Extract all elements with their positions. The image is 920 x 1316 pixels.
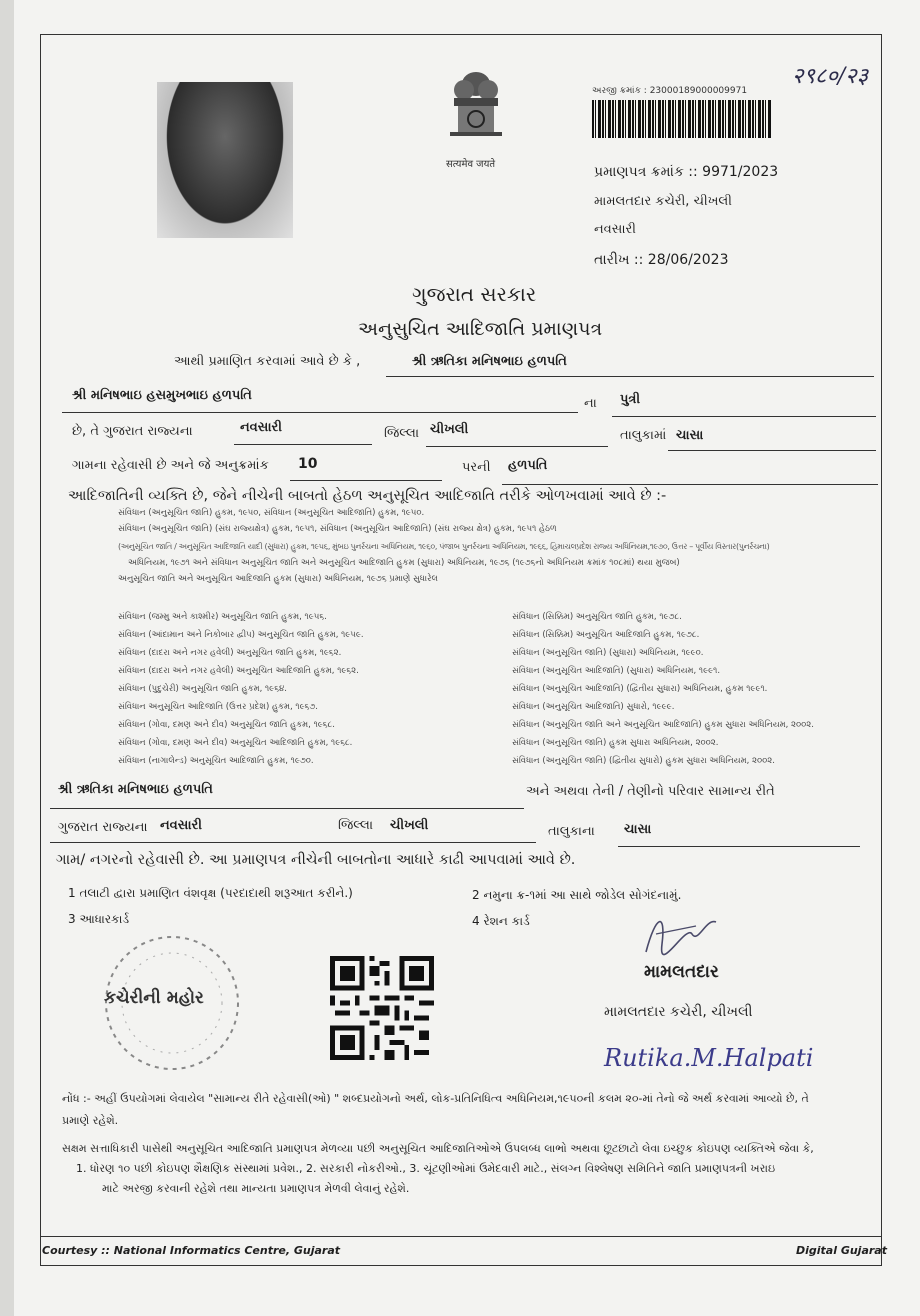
courtesy-text: Courtesy :: National Informatics Centre, Gujarat xyxy=(42,1244,341,1257)
applicant-name: શ્રી ઋતિકા મનિષભાઇ હળપતિ xyxy=(412,354,567,369)
order-line: અનુસૂચિત જાતિ અને અનુસૂચિત આદિજાતિ હુકમ (સુધારા) અધિનિયમ, ૧૯૭૬ પ્રમાણે સુધારેલ xyxy=(118,574,438,584)
applicant-name-repeat: શ્રી ઋતિકા મનિષભાઇ હળપતિ xyxy=(58,782,213,797)
underline xyxy=(612,416,876,417)
underline xyxy=(50,842,536,843)
document-item: 4 રેશન કાર્ડ xyxy=(472,914,530,928)
underline xyxy=(386,376,874,377)
village-text: ગામ/ નગરનો રહેવાસી છે. આ પ્રમાણપત્ર નીચેની બાબતોના આધારે કાઢી આપવામાં આવે છે. xyxy=(56,852,576,868)
order-item: સંવિધાન (ગોવા, દમણ અને દીવ) અનુસૂચિત આદિજાતિ હુકમ, ૧૯૬૮. xyxy=(118,738,353,748)
relation: પુત્રી xyxy=(620,392,641,407)
certify-text: આથી પ્રમાણિત કરવામાં આવે છે કે , xyxy=(174,354,361,369)
order-line: (અનુસૂચિત જાતિ / અનુસૂચિત આદિજાતિ યાદી (સુધારા) હુકમ, ૧૯૫૬, મુંબઇ પુનર્રચના અધિનિયમ, ૧૯૬૦, પંજાબ પુનર્રચના અધિનિયમ, ૧૯૬૬, હિમાચલપ્રદેશ રાજ્ય અધિનિયમ,૧૯૭૦, ઉત્તર – પૂર્વીય વિસ્તાર(પુનર્રચના) xyxy=(118,542,770,551)
note-line: પ્રમાણે રહેશે. xyxy=(62,1114,119,1127)
order-item: સંવિધાન (દાદરા અને નગર હવેલી) અનુસૂચિત જાતિ હુકમ, ૧૯૬૨. xyxy=(118,648,342,658)
applicant-photo xyxy=(157,82,293,238)
father-name: શ્રી મનિષભાઇ હસમુખભાઇ હળપતિ xyxy=(72,388,252,403)
advice-line: 1. ધોરણ ૧૦ પછી કોઇપણ શૈક્ષણિક સંસ્થામાં પ્રવેશ., 2. સરકારી નોકરીઓ., 3. ચૂંટણીઓમાં ઉમેદવારી માટે., સંલગ્ન વિશ્લેષણ સમિતિને જાતિ પ્રમાણપત્રની ખરાઇ xyxy=(76,1162,776,1175)
state-label: છે, તે ગુજરાત રાજ્યના xyxy=(72,424,193,439)
order-item: સંવિધાન (દાદરા અને નગર હવેલી) અનુસૂચિત આદિજાતિ હુકમ, ૧૯૬૨. xyxy=(118,666,359,676)
order-item: સંવિધાન (જમ્મુ અને કાશ્મીર) અનુસૂચિત જાતિ હુકમ, ૧૯૫૬. xyxy=(118,612,327,622)
footer-divider xyxy=(40,1236,882,1237)
caste-value: હળપતિ xyxy=(508,458,548,473)
signatory-designation: મામલતદાર xyxy=(644,962,719,982)
qr-code-icon xyxy=(330,950,434,1066)
par-label: પરની xyxy=(462,460,491,475)
underline xyxy=(290,480,442,481)
order-item: સંવિધાન (આંદામાન અને નિકોબાર દ્વીપ) અનુસૂચિત જાતિ હુકમ, ૧૯૫૯. xyxy=(118,630,364,640)
order-item: સંવિધાન (અનુસૂચિત જાતિ) (સુધારા) અધિનિયમ, ૧૯૯૦. xyxy=(512,648,704,658)
certificate-number: પ્રમાણપત્ર ક્રમાંક :: 9971/2023 xyxy=(594,164,779,180)
order-item: સંવિધાન અનુસૂચિત આદિજાતિ (ઉત્તર પ્રદેશ) હુકમ, ૧૯૬૭. xyxy=(118,702,319,712)
handwritten-name: Rutika.M.Halpati xyxy=(604,1044,814,1072)
village-value: ચાસા xyxy=(676,428,704,443)
underline xyxy=(426,446,608,447)
signature-icon xyxy=(636,904,722,964)
state-label-2: ગુજરાત રાજ્યના xyxy=(58,820,148,835)
order-item: સંવિધાન (પુદુચેરી) અનુસૂચિત જાતિ હુકમ, ૧૯૬૪. xyxy=(118,684,287,694)
order-item: સંવિધાન (અનુસૂચિત આદિજાતિ) (સુધારા) અધિનિયમ, ૧૯૯૧. xyxy=(512,666,721,676)
taluka-value: ચીખલી xyxy=(430,422,469,437)
document-item: 1 તલાટી દ્વારા પ્રમાણિત વંશવૃક્ષ (પરદાદાથી શરૂઆત કરીને.) xyxy=(68,886,353,900)
order-item: સંવિધાન (સિક્કિમ) અનુસૂચિત જાતિ હુકમ, ૧૯૭૮. xyxy=(512,612,682,622)
document-item: 2 નમુના ક્ર-૧માં આ સાથે જોડેલ સોગંદનામું. xyxy=(472,888,682,902)
taluka-value-2: ચીખલી xyxy=(390,818,429,833)
resident-label: ગામના રહેવાસી છે અને જે અનુક્રમાંક xyxy=(72,458,269,473)
district-value-2: નવસારી xyxy=(160,818,202,833)
underline xyxy=(618,846,860,847)
order-item: સંવિધાન (અનુસૂચિત આદિજાતિ) (દ્વિતીય સુધારા) અધિનિયમ, હુકમ ૧૯૯૧. xyxy=(512,684,768,694)
underline xyxy=(668,450,876,451)
village-value-2: ચાસા xyxy=(624,822,652,837)
order-item: સંવિધાન (અનુસૂચિત આદિજાતિ) સુધારો, ૧૯૯૯. xyxy=(512,702,675,712)
issuing-district: નવસારી xyxy=(594,222,636,237)
family-text: અને અથવા તેની / તેણીનો પરિવાર સામાન્ય રીતે xyxy=(526,784,775,799)
taluka-label: તાલુકામાં xyxy=(620,428,667,443)
order-item: સંવિધાન (અનુસૂચિત જાતિ) હુકમ સુધારા અધિનિયમ, ૨૦૦૨. xyxy=(512,738,719,748)
issue-date: તારીખ :: 28/06/2023 xyxy=(594,252,729,268)
advice-line: માટે અરજી કરવાની રહેશે તથા માન્યતા પ્રમાણપત્ર મેળવી લેવાનું રહેશે. xyxy=(102,1182,410,1195)
district-value: નવસારી xyxy=(240,420,282,435)
application-number: અરજી ક્રમાંક : 23000189000009971 xyxy=(592,86,748,96)
serial-number: 10 xyxy=(298,456,318,472)
issuing-office: મામલતદાર કચેરી, ચીખલી xyxy=(594,194,732,209)
order-item: સંવિધાન (અનુસૂચિત જાતિ) (દ્વિતીય સુધારો) હુકમ સુધારા અધિનિયમ, ૨૦૦૨. xyxy=(512,756,775,766)
government-title: ગુજરાત સરકાર xyxy=(412,282,537,306)
order-item: સંવિધાન (ગોવા, દમણ અને દીવ) અનુસૂચિત જાતિ હુકમ, ૧૯૬૮. xyxy=(118,720,335,730)
na-text: ના xyxy=(584,396,597,411)
handwritten-reference: २९८०/२३ xyxy=(792,64,869,89)
tribe-statement: આદિજાતિની વ્યક્તિ છે, જેને નીચેની બાબતો હેઠળ અનુસૂચિત આદિજાતિ તરીકે ઓળખવામાં આવે છે :- xyxy=(68,488,667,504)
underline xyxy=(50,808,524,809)
national-emblem-icon xyxy=(440,64,512,154)
order-item: સંવિધાન (સિક્કિમ) અનુસૂચિત આદિજાતિ હુકમ, ૧૯૭૮. xyxy=(512,630,700,640)
underline xyxy=(62,412,578,413)
advice-line: સક્ષમ સત્તાધિકારી પાસેથી અનુસૂચિત આદિજાતિ પ્રમાણપત્ર મેળવ્યા પછી અનુસૂચિત આદિજાતિઓએ ઉપલબ્ધ લાભો અથવા છૂટછાટો લેવા ઇચ્છુક કોઇપણ વ્યક્તિએ જેવા કે, xyxy=(62,1142,814,1155)
underline xyxy=(502,484,878,485)
signatory-office: મામલતદાર કચેરી, ચીખલી xyxy=(604,1004,753,1020)
order-item: સંવિધાન (નાગાલેન્ડ) અનુસૂચિત આદિજાતિ હુકમ, ૧૯૭૦. xyxy=(118,756,314,766)
emblem-motto: सत्यमेव जयते xyxy=(446,159,496,170)
order-item: સંવિધાન (અનુસૂચિત જાતિ અને અનુસૂચિત આદિજાતિ) હુકમ સુધારા અધિનિયમ, ૨૦૦૨. xyxy=(512,720,814,730)
order-line: અધિનિયમ, ૧૯૭૧ અને સંવિધાન અનુસૂચિત જાતિ અને અનુસૂચિત આદિજાતિ હુકમ (સુધારા) અધિનિયમ, ૧૯૭૬ (૧૯૭૬નો અધિનિયમ ક્રમાંક ૧૦૮માં) થયા મુજબ) xyxy=(128,558,680,568)
district-label-2: જિલ્લા xyxy=(338,818,374,833)
note-line: નોંધ :- અહીં ઉપયોગમાં લેવાયેલ "સામાન્ય રીતે રહેવાસી(ઓ) " શબ્દપ્રયોગનો અર્થ, લોક-પ્રતિનિધિત્વ અધિનિયમ,૧૯૫૦ની કલમ ૨૦-માં તેનો જે અર્થ કરવામાં આવ્યો છે, તે xyxy=(62,1092,809,1105)
order-line: સંવિધાન (અનુસૂચિત જાતિ) (સંઘ રાજ્યક્ષેત્ર) હુકમ, ૧૯૫૧, સંવિધાન (અનુસૂચિત આદિજાતિ) (સંઘ રાજ્ય ક્ષેત્ર) હુકમ, ૧૯૫૧ હેઠળ xyxy=(118,524,557,534)
brand-text: Digital Gujarat xyxy=(796,1244,887,1257)
certificate-title: અનુસુચિત આદિજાતિ પ્રમાણપત્ર xyxy=(358,318,603,340)
order-line: સંવિધાન (અનુસૂચિત જાતિ) હુકમ, ૧૯૫૦, સંવિધાન (અનુસૂચિત આદિજાતિ) હુકમ, ૧૯૫૦. xyxy=(118,508,425,518)
office-seal-text: કચેરીની મહોર xyxy=(104,988,204,1008)
application-barcode xyxy=(592,100,772,138)
document-item: 3 આધારકાર્ડ xyxy=(68,912,130,926)
district-label: જિલ્લા xyxy=(384,426,420,441)
underline xyxy=(234,444,372,445)
taluka-label-2: તાલુકાના xyxy=(548,824,595,839)
